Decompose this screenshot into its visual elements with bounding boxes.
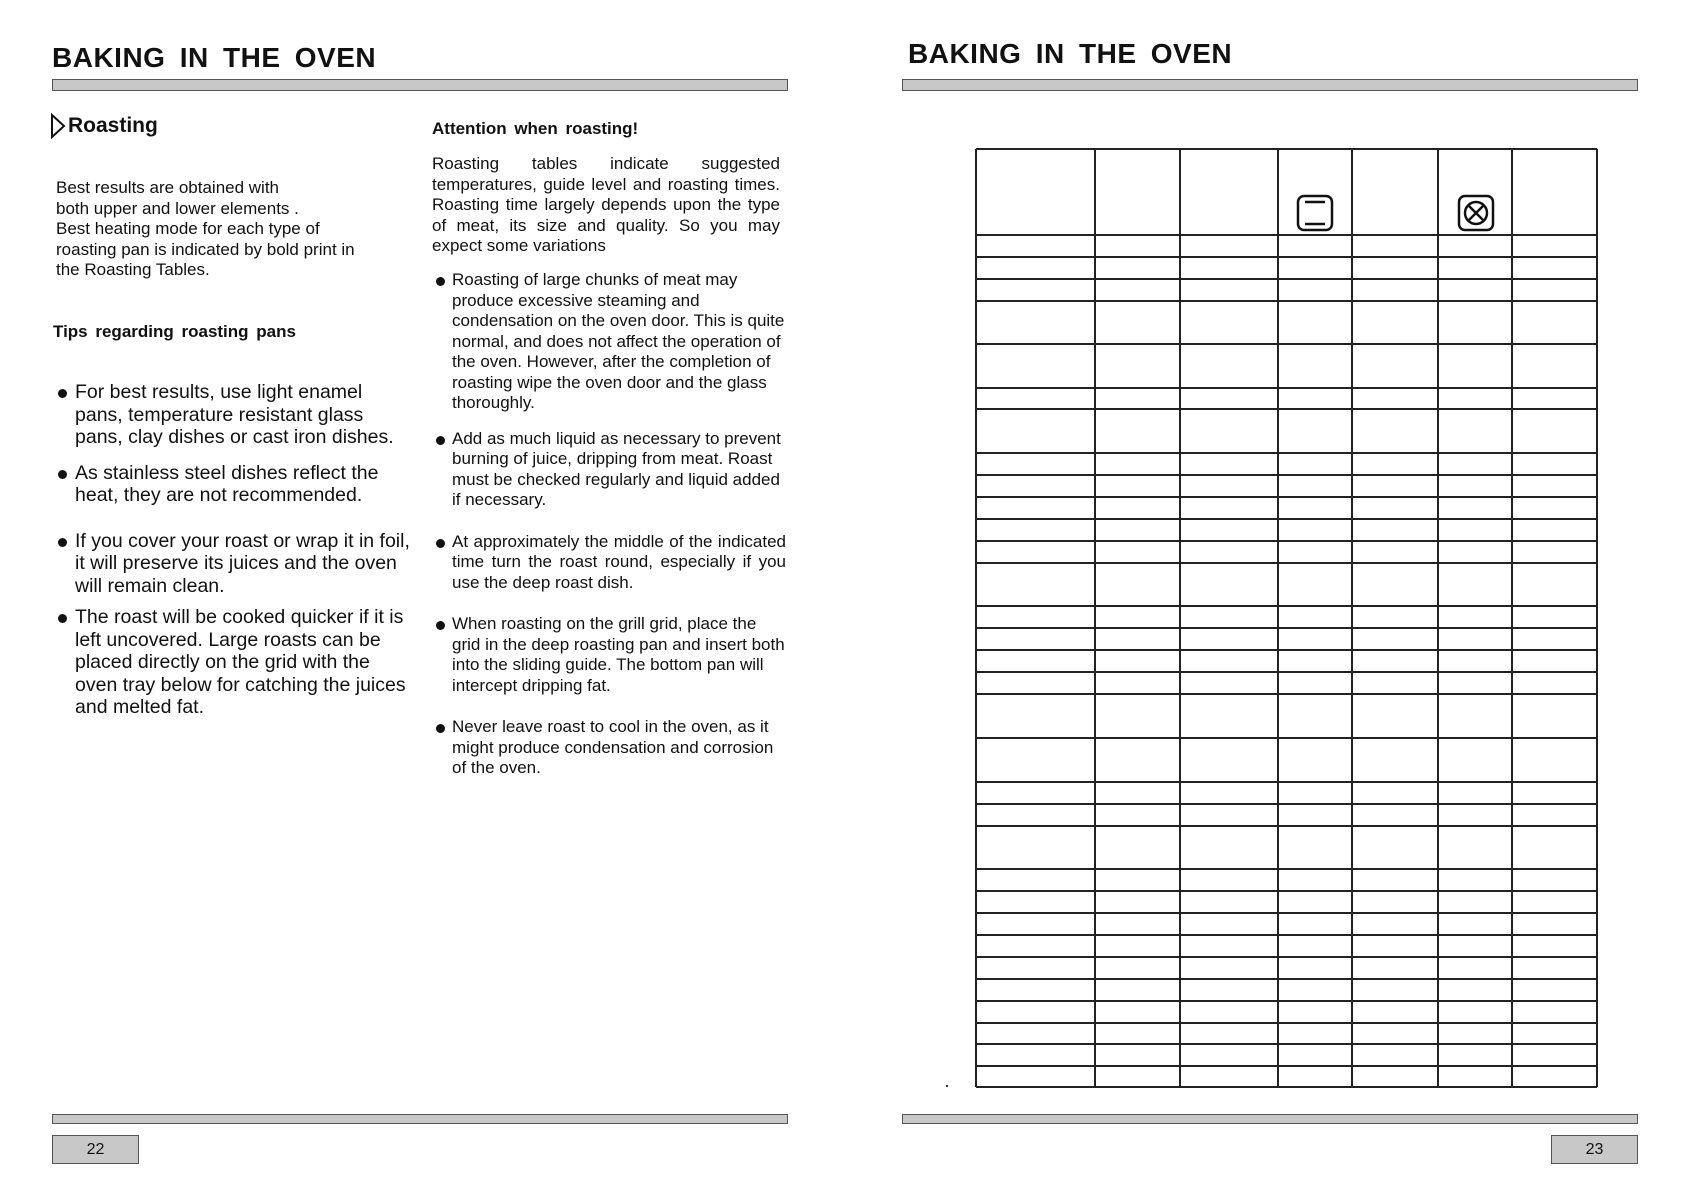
table-row-line bbox=[976, 803, 1597, 804]
table-row-line bbox=[976, 343, 1597, 344]
table-row-line bbox=[976, 234, 1597, 235]
roasting-intro bbox=[56, 178, 416, 281]
attention-item bbox=[436, 717, 786, 779]
roasting-intro-line: Best results are obtained with bbox=[56, 178, 280, 197]
table-row-line bbox=[976, 474, 1597, 475]
tip-item bbox=[58, 381, 413, 449]
bullet-icon bbox=[58, 470, 67, 479]
table-row-line bbox=[976, 627, 1597, 629]
header-rule-left bbox=[52, 79, 788, 91]
tip-item-text: The roast will be cooked quicker if it is left uncovered. Large roasts can be placed directly on the grid with the oven tray below for catching the juices and melted fat. bbox=[75, 606, 406, 718]
attention-item bbox=[436, 532, 786, 594]
stray-dot bbox=[946, 1085, 948, 1087]
table-row-line bbox=[976, 649, 1597, 650]
attention-item-text: Roasting of large chunks of meat may produce excessive steaming and condensation on the oven door. This is quite normal, and does not affect the operation of the oven. However, after the completion of roasting wipe the oven door and the glass thoroughly. bbox=[452, 270, 785, 412]
footer-rule-left bbox=[52, 1114, 788, 1124]
table-row-line bbox=[976, 562, 1597, 563]
bullet-icon bbox=[436, 539, 445, 548]
bullet-icon bbox=[58, 538, 67, 547]
table-row-line bbox=[976, 978, 1597, 980]
page-title-right: BAKING IN THE OVEN bbox=[908, 38, 1233, 69]
page-title-left: BAKING IN THE OVEN bbox=[52, 42, 377, 73]
table-row-line bbox=[976, 693, 1597, 694]
tip-item-text: For best results, use light enamel pans, temperature resistant glass pans, clay dishes or cast iron dishes. bbox=[75, 381, 394, 448]
table-row-line bbox=[976, 890, 1597, 891]
table-column-line bbox=[1179, 149, 1180, 1087]
table-row-line bbox=[976, 825, 1597, 826]
table-row-line bbox=[976, 278, 1597, 279]
table-column-line bbox=[1511, 149, 1512, 1087]
tip-item bbox=[58, 606, 413, 719]
table-column-line bbox=[1351, 149, 1353, 1087]
roasting-table bbox=[976, 149, 1597, 1087]
table-row-line bbox=[976, 387, 1597, 388]
bullet-icon bbox=[436, 277, 445, 286]
table-row-line bbox=[976, 452, 1597, 454]
roasting-heading bbox=[50, 113, 158, 139]
attention-item bbox=[436, 270, 786, 414]
tips-heading: Tips regarding roasting pans bbox=[53, 322, 296, 341]
bullet-icon bbox=[436, 436, 445, 445]
attention-item bbox=[436, 614, 786, 696]
attention-item-text: At approximately the middle of the indicated time turn the roast round, especially if you use the deep roast dish. bbox=[452, 531, 786, 592]
table-column-line bbox=[1277, 149, 1278, 1087]
attention-item bbox=[436, 429, 786, 511]
table-row-line bbox=[976, 1000, 1597, 1001]
tip-item-text: As stainless steel dishes reflect the heat, they are not recommended. bbox=[75, 461, 379, 506]
table-row-line bbox=[976, 408, 1597, 409]
tip-item bbox=[58, 530, 413, 598]
table-row-line bbox=[976, 737, 1597, 738]
attention-heading: Attention when roasting! bbox=[432, 119, 639, 138]
roasting-intro-line: the Roasting Tables. bbox=[56, 260, 210, 279]
bullet-icon bbox=[436, 621, 445, 630]
table-column-line bbox=[1094, 149, 1095, 1087]
table-row-line bbox=[976, 496, 1597, 498]
bullet-icon bbox=[58, 389, 67, 398]
table-column-line bbox=[1596, 149, 1597, 1087]
fan-heat-icon bbox=[1457, 194, 1495, 232]
page-number-right: 23 bbox=[1551, 1135, 1638, 1164]
roasting-intro-line: both upper and lower elements . bbox=[56, 198, 299, 218]
tips-list bbox=[58, 381, 413, 719]
table-row-line bbox=[976, 868, 1597, 870]
table-row-line bbox=[976, 1065, 1597, 1066]
roasting-intro-line: Best heating mode for each type of bbox=[56, 219, 320, 238]
table-row-line bbox=[976, 781, 1597, 782]
bullet-icon bbox=[58, 614, 67, 623]
tip-item-text: If you cover your roast or wrap it in foil, it will preserve its juices and the oven will remain clean. bbox=[75, 529, 410, 597]
top-bottom-heat-icon bbox=[1296, 194, 1334, 232]
page-number-left: 22 bbox=[52, 1135, 139, 1164]
attention-item-text: Add as much liquid as necessary to prevent burning of juice, dripping from meat. Roast must be checked regularly and liquid added if necessary. bbox=[452, 428, 781, 509]
roasting-heading-text: Roasting bbox=[68, 114, 158, 137]
table-row-line bbox=[976, 934, 1597, 935]
attention-list bbox=[436, 270, 786, 779]
table-row-line bbox=[976, 256, 1597, 257]
attention-item-text: Never leave roast to cool in the oven, as it might produce condensation and corrosion of the oven. bbox=[452, 717, 774, 777]
table-row-line bbox=[976, 540, 1597, 541]
table-row-line bbox=[976, 518, 1597, 519]
footer-rule-right bbox=[902, 1114, 1638, 1124]
triangle-marker-icon bbox=[50, 113, 66, 139]
header-rule-right bbox=[902, 79, 1638, 91]
table-row-line bbox=[976, 671, 1597, 672]
table-row-line bbox=[976, 148, 1597, 150]
table-row-line bbox=[976, 956, 1597, 957]
table-row-line bbox=[976, 1022, 1597, 1023]
table-row-line bbox=[976, 912, 1597, 913]
table-row-line bbox=[976, 300, 1597, 301]
roasting-intro-line: roasting pan is indicated by bold print in bbox=[56, 239, 355, 259]
table-column-line bbox=[975, 149, 976, 1087]
table-row-line bbox=[976, 605, 1597, 606]
table-column-line bbox=[1437, 149, 1438, 1087]
bullet-icon bbox=[436, 724, 445, 733]
attention-item-text: When roasting on the grill grid, place the grid in the deep roasting pan and insert both into the sliding guide. The bottom pan will intercept dripping fat. bbox=[452, 614, 785, 695]
table-row-line bbox=[976, 1086, 1597, 1087]
tip-item bbox=[58, 462, 413, 507]
attention-intro: Roasting tables indicate suggested temperatures, guide level and roasting times. Roasting time largely depends upon the type of meat, its size and quality. So you may expect some variations bbox=[432, 154, 780, 255]
table-row-line bbox=[976, 1043, 1597, 1045]
